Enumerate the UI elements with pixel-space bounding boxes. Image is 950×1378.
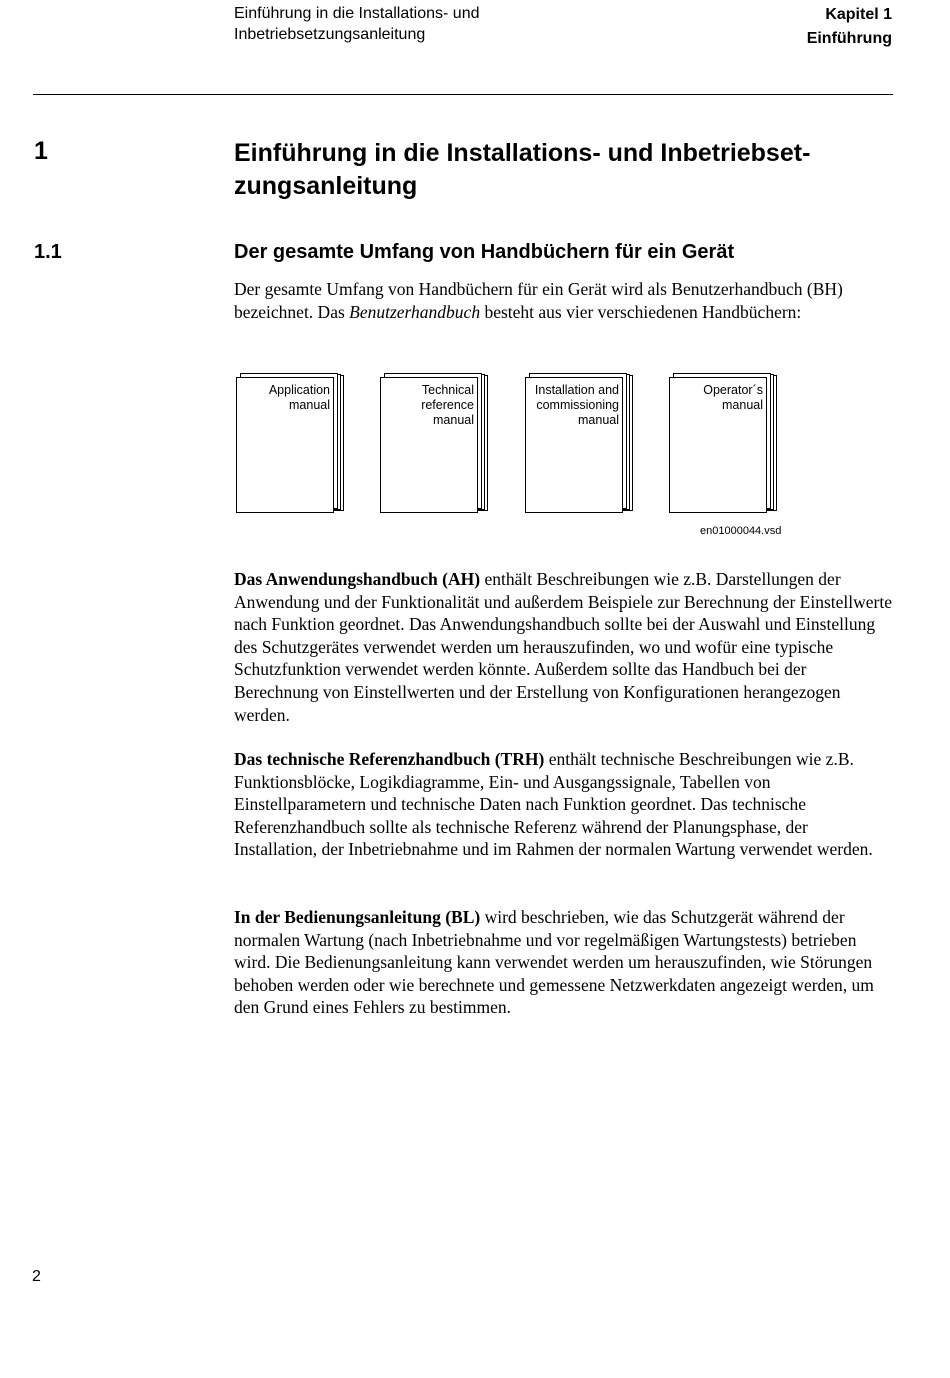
manual-label-line: reference <box>421 398 474 412</box>
figure-file-id: en01000044.vsd <box>700 525 782 537</box>
header-chapter-title: Einführung <box>806 30 892 47</box>
header-rule <box>33 94 893 95</box>
intro-italic-term: Benutzerhandbuch <box>349 301 481 322</box>
paragraph-application-manual <box>234 568 894 726</box>
paragraph-text: wird beschrieben, wie das Schutzgerät während der normalen Wartung (nach Inbetriebnahme und vor regelmäßigen Wartungstests) betrieben wird. Die Bedienungsanleitung kann verwendet werden um herauszufinden, wie Störungen behoben werden oder wie berechnete und gemessene Netzwerkdaten angezeigt werden, um den Grund eines Fehlers zu bestimmen. <box>234 907 874 1018</box>
paragraph-text: enthält Beschreibungen wie z.B. Darstellungen der Anwendung und der Funktionalität und außerdem Beispiele zur Berechnung der Einstellwerte nach Funktion geordnet. Das Anwendungshandbuch sollte bei der Auswahl und Einstellung des Schutzgerätes verwendet werden um herauszufinden, wo und wofür eine typische Schutzfunktion verwendet werden könnte. Außerdem sollte das Handbuch bei der Berechnung von Einstellwerten und der Erstellung von Konfigurationen herangezogen werden. <box>234 569 893 725</box>
running-header-title <box>234 3 654 45</box>
chapter-number: 1 <box>34 137 48 165</box>
header-title-line1: Einführung in die Installations- und <box>234 5 480 22</box>
manual-label-line: manual <box>433 413 474 427</box>
paragraph-lead: In der Bedienungsanleitung (BL) <box>234 907 481 927</box>
paragraph-lead: Das Anwendungshandbuch (AH) <box>234 569 481 589</box>
manual-label-line: Application <box>268 383 330 397</box>
intro-text-start: Der gesamte Umfang von Handbüchern für ein Gerät wird als Benutzerhandbuch (BH) bezeichnet. Das <box>234 279 843 322</box>
manual-label-line: Technical <box>421 383 474 397</box>
manual-label-line: manual <box>578 413 619 427</box>
paragraph-text: enthält technische Beschreibungen wie z.B. Funktionsblöcke, Logikdiagramme, Ein- und Ausgangssignale, Tabellen von Einstellparametern und technische Daten nach Funktion geordnet. Das technische Referenzhandbuch sollte als technische Referenz während der Planungsphase, der Installation, der Inbetriebnahme und im Rahmen der normalen Wartung verwendet werden. <box>234 749 873 860</box>
paragraph-operators-manual <box>234 906 894 1019</box>
intro-paragraph <box>234 278 894 323</box>
manual-stack-installation <box>525 371 635 516</box>
manual-stack-application <box>236 371 346 516</box>
chapter-title-line2: zungsanleitung <box>234 172 418 200</box>
manual-label <box>240 383 330 413</box>
manual-label-line: manual <box>289 398 330 412</box>
section-title: Der gesamte Umfang von Handbüchern für ein Gerät <box>234 241 735 263</box>
manual-label-line: Operator´s <box>703 383 763 397</box>
running-header-chapter <box>807 3 892 51</box>
manual-label <box>673 383 763 413</box>
manual-label-line: manual <box>722 398 763 412</box>
manual-label <box>384 383 474 428</box>
manual-label-line: Installation and <box>534 383 619 397</box>
chapter-title <box>234 137 874 203</box>
section-number: 1.1 <box>34 241 62 263</box>
manual-label-line: commissioning <box>536 398 619 412</box>
paragraph-technical-reference <box>234 748 894 861</box>
intro-text-end: besteht aus vier verschiedenen Handbüchern: <box>480 301 802 322</box>
manual-label <box>529 383 619 428</box>
header-chapter-number: Kapitel 1 <box>825 6 892 23</box>
header-title-line2: Inbetriebsetzungsanleitung <box>234 26 426 43</box>
chapter-title-line1: Einführung in die Installations- und Inbetriebset- <box>234 139 811 167</box>
paragraph-lead: Das technische Referenzhandbuch (TRH) <box>234 749 545 769</box>
page-number: 2 <box>32 1268 41 1285</box>
manual-stack-operators <box>669 371 779 516</box>
manual-stack-technical-reference <box>380 371 490 516</box>
